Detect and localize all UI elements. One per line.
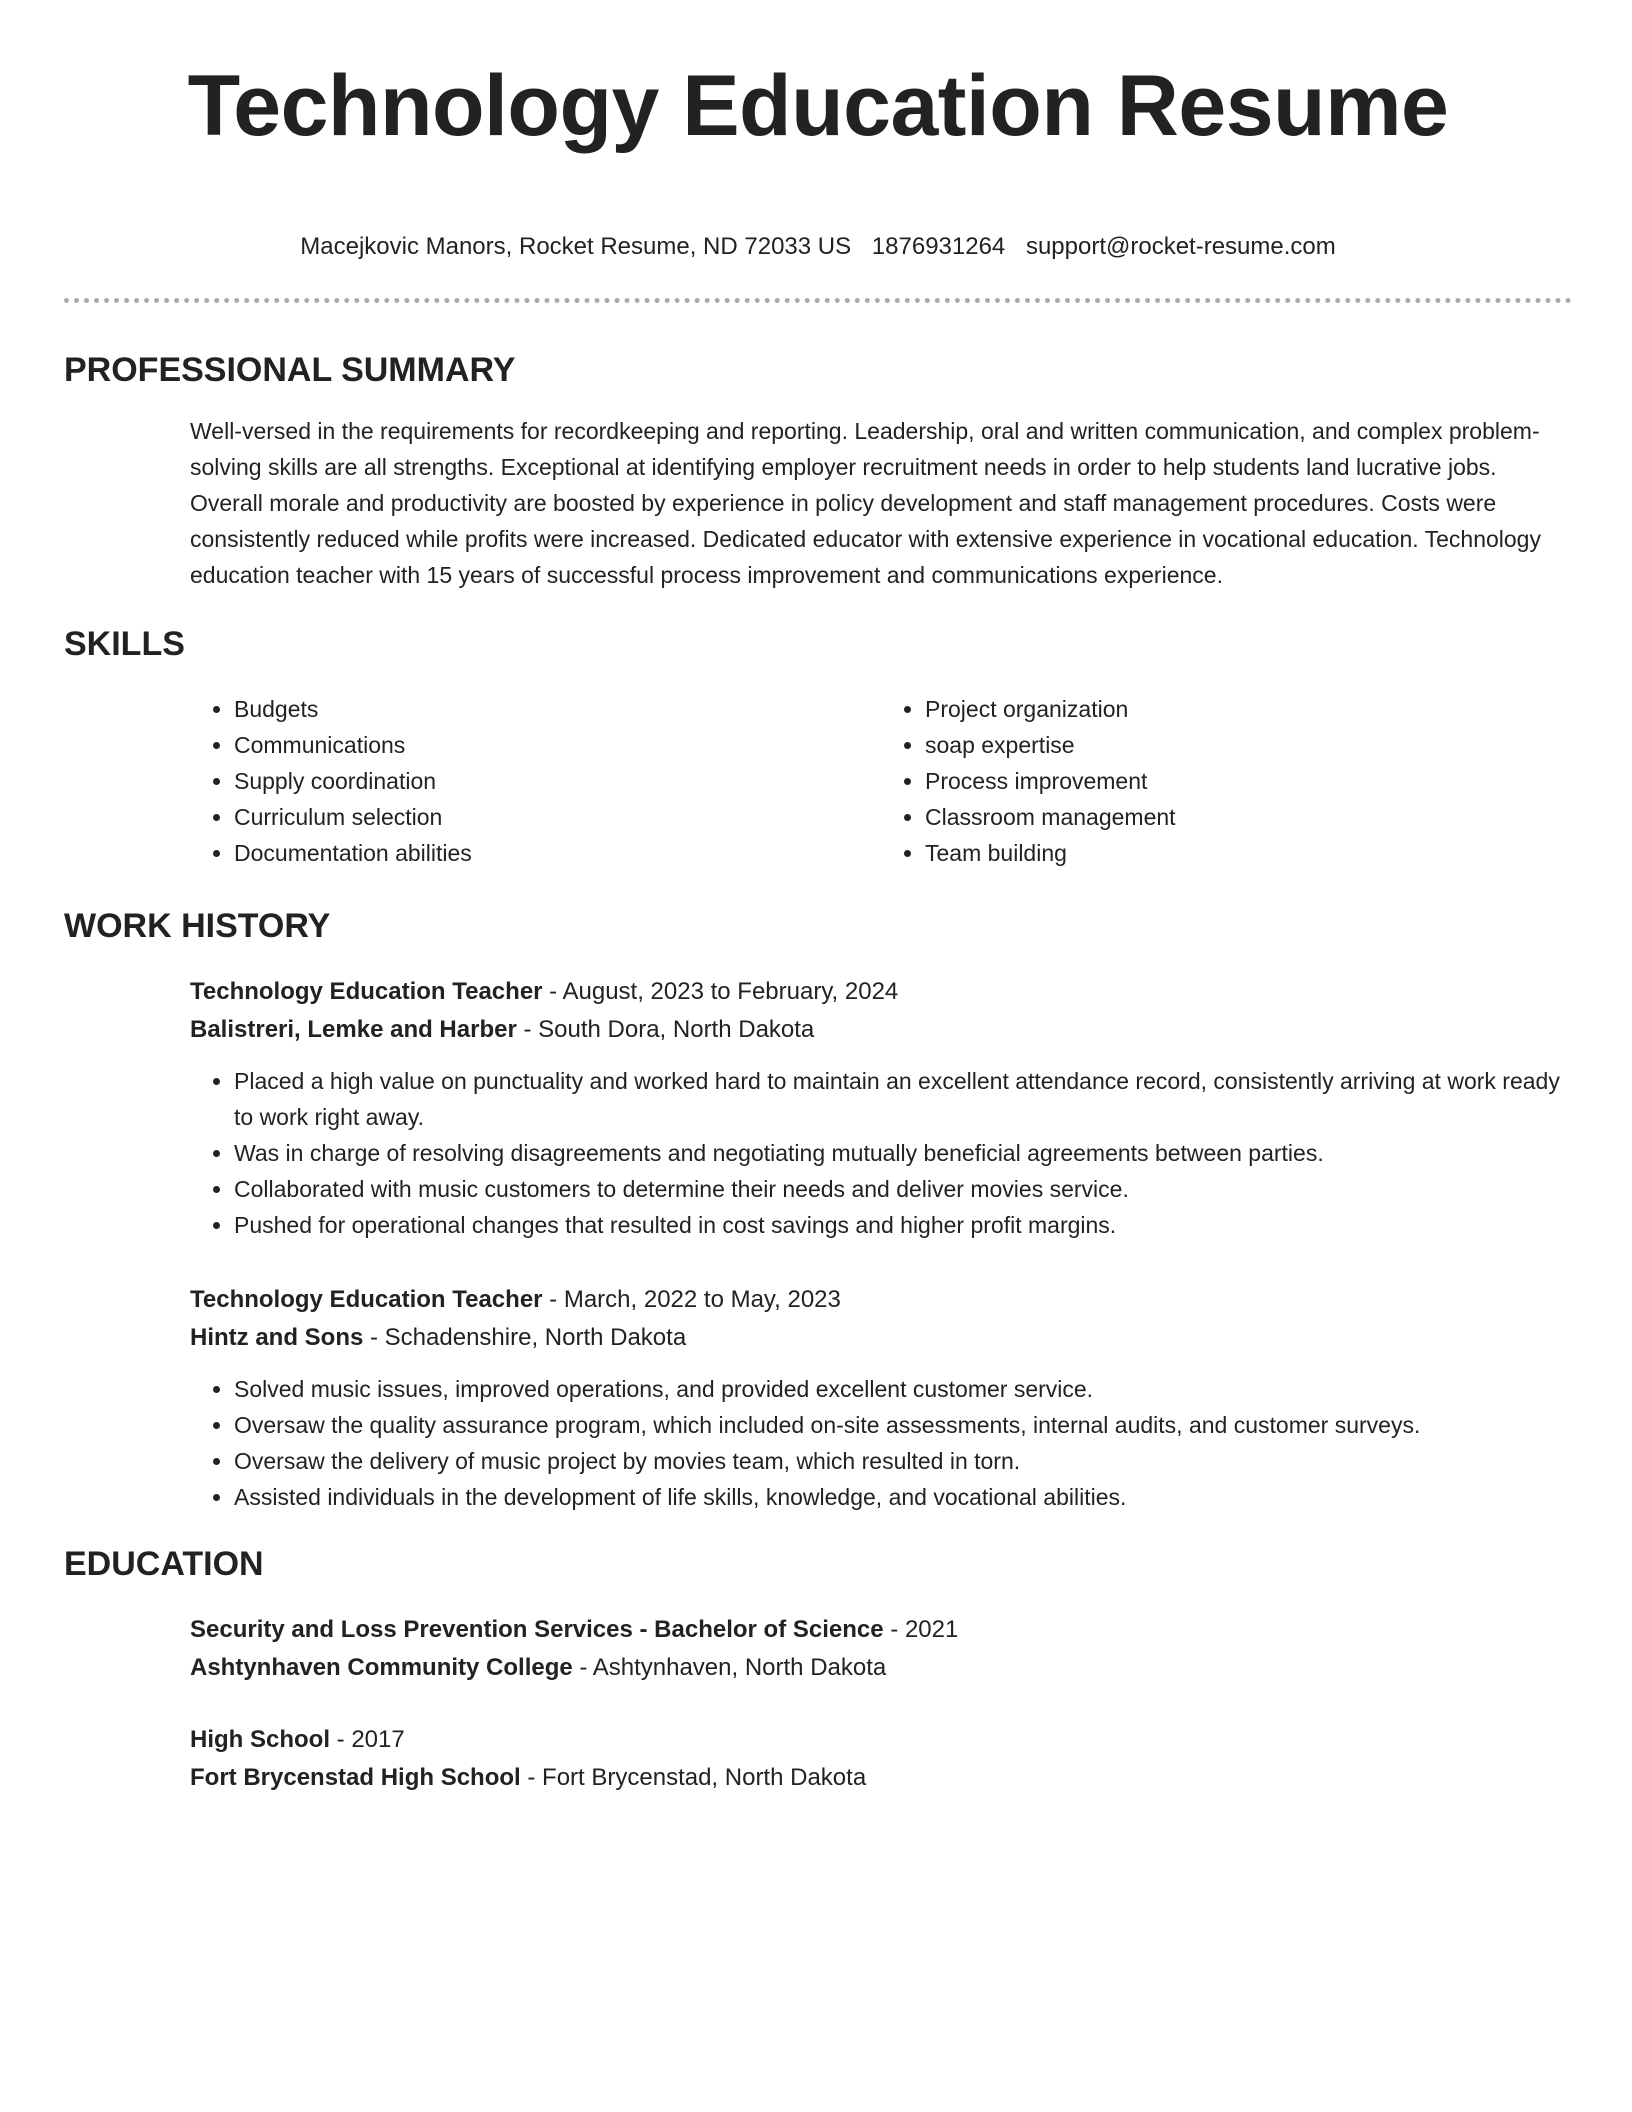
job-bullets — [190, 1063, 1572, 1243]
resume-page — [64, 0, 1572, 1797]
job-location: - South Dora, North Dakota — [516, 1016, 815, 1043]
skill-item: • Documentation abilities — [234, 835, 881, 871]
resume-title: Technology Education Resume — [187, 58, 1449, 154]
contact-address: Macejkovic Manors, Rocket Resume, ND 72033 US — [300, 233, 852, 260]
education-school-line — [190, 1759, 1572, 1797]
skills-list-left — [190, 691, 881, 871]
skill-item: • soap expertise — [925, 727, 1572, 763]
skills-heading: SKILLS — [64, 625, 185, 663]
education-location: - Ashtynhaven, North Dakota — [572, 1654, 887, 1681]
job-entry — [190, 1281, 1572, 1515]
job-bullet: • Collaborated with music customers to determine their needs and deliver movies service. — [234, 1171, 1572, 1207]
work-history-heading: WORK HISTORY — [64, 907, 331, 945]
job-company-line — [190, 1319, 1572, 1357]
job-title-line — [190, 1281, 1572, 1319]
job-title: Technology Education Teacher — [190, 1286, 543, 1313]
job-bullet: • Was in charge of resolving disagreements and negotiating mutually beneficial agreements between parties. — [234, 1135, 1572, 1171]
job-dates: - August, 2023 to February, 2024 — [542, 978, 899, 1005]
education-entry — [190, 1611, 1572, 1687]
education-year: - 2017 — [330, 1726, 405, 1753]
education-degree: High School — [190, 1726, 330, 1753]
job-title: Technology Education Teacher — [190, 978, 543, 1005]
skill-item: • Curriculum selection — [234, 799, 881, 835]
job-bullet: • Pushed for operational changes that resulted in cost savings and higher profit margins. — [234, 1207, 1572, 1243]
education-location: - Fort Brycenstad, North Dakota — [520, 1764, 867, 1791]
job-bullet: • Oversaw the quality assurance program, which included on-site assessments, internal audits, and customer surveys. — [234, 1407, 1572, 1443]
job-bullet: • Oversaw the delivery of music project by movies team, which resulted in torn. — [234, 1443, 1572, 1479]
job-company-line — [190, 1011, 1572, 1049]
education-entry — [190, 1721, 1572, 1797]
skill-item: • Communications — [234, 727, 881, 763]
education-school: Fort Brycenstad High School — [190, 1764, 521, 1791]
education-degree: Security and Loss Prevention Services - Bachelor of Science — [190, 1616, 884, 1643]
job-company: Hintz and Sons — [190, 1324, 364, 1351]
summary-heading: PROFESSIONAL SUMMARY — [64, 351, 516, 389]
job-bullet: • Placed a high value on punctuality and worked hard to maintain an excellent attendance record, consistently arriving at work ready to work right away. — [234, 1063, 1572, 1135]
skill-item: • Budgets — [234, 691, 881, 727]
job-bullet: • Assisted individuals in the development of life skills, knowledge, and vocational abilities. — [234, 1479, 1572, 1515]
education-school: Ashtynhaven Community College — [190, 1654, 573, 1681]
education-heading: EDUCATION — [64, 1545, 264, 1583]
education-school-line — [190, 1649, 1572, 1687]
contact-phone: 1876931264 — [871, 233, 1006, 260]
education-degree-line — [190, 1721, 1572, 1759]
skills-list-right — [881, 691, 1572, 871]
skills-grid — [190, 691, 1572, 871]
job-company: Balistreri, Lemke and Harber — [190, 1016, 517, 1043]
skill-item: • Project organization — [925, 691, 1572, 727]
job-dates: - March, 2022 to May, 2023 — [542, 1286, 841, 1313]
contact-line — [64, 232, 1572, 262]
job-entry — [190, 973, 1572, 1243]
skill-item: • Supply coordination — [234, 763, 881, 799]
job-location: - Schadenshire, North Dakota — [363, 1324, 687, 1351]
job-bullets — [190, 1371, 1572, 1515]
education-year: - 2021 — [883, 1616, 959, 1643]
job-title-line — [190, 973, 1572, 1011]
education-degree-line — [190, 1611, 1572, 1649]
skill-item: • Team building — [925, 835, 1572, 871]
header-divider — [64, 298, 1572, 303]
summary-text: Well-versed in the requirements for recordkeeping and reporting. Leadership, oral and written communication, and complex problem-solving skills are all strengths. Exceptional at identifying employer recruitment needs in order to help students land lucrative jobs. Overall morale and productivity are boosted by experience in policy development and staff management procedures. Costs were consistently reduced while profits were increased. Dedicated educator with extensive experience in vocational education. Technology education teacher with 15 years of successful process improvement and communications experience. — [190, 418, 1541, 588]
skill-item: • Classroom management — [925, 799, 1572, 835]
job-bullet: • Solved music issues, improved operations, and provided excellent customer service. — [234, 1371, 1572, 1407]
skill-item: • Process improvement — [925, 763, 1572, 799]
contact-email: support@rocket-resume.com — [1025, 233, 1336, 260]
